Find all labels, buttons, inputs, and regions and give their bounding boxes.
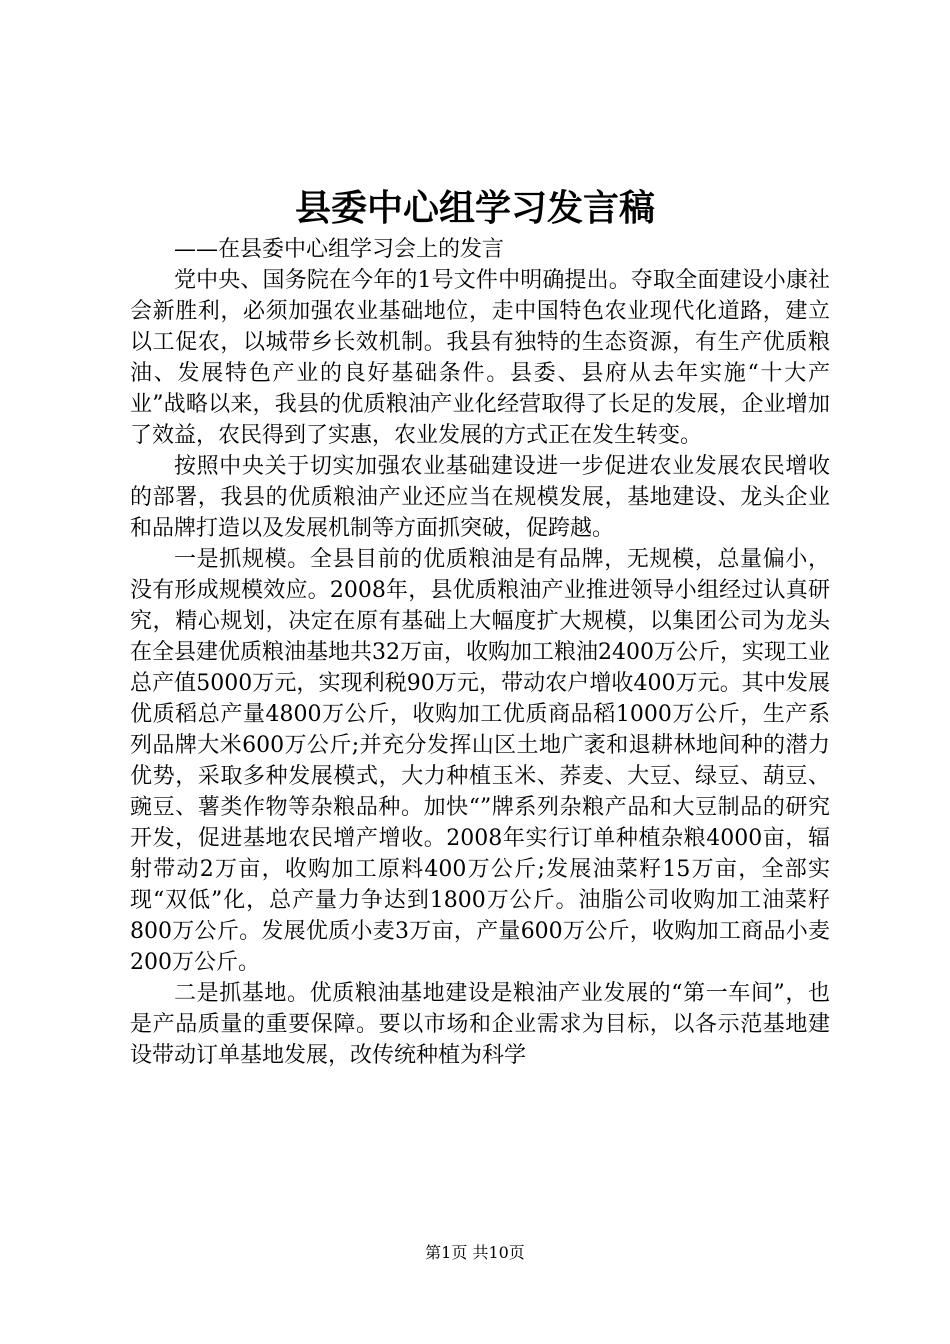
page-number-footer: 第1页 共10页 [425, 1243, 525, 1262]
document-title: 县委中心组学习发言稿 [294, 188, 655, 229]
paragraph-scale: 一是抓规模。全县目前的优质粮油是有品牌，无规模，总量偏小，没有形成规模效应。2008年，县优质粮油产业推进领导小组经过认真研究，精心规划，决定在原有基础上大幅度扩大规模，以集团公司为龙头在全县建优质粮油基地共32万亩，收购加工粮油2400万公斤，实现工业总产值5000万元，实现利税90万元，带动农户增收400万元。其中发展优质稻总产量4800万公斤，收购加工优质商品稻1000万公斤，生产系列品牌大米600万公斤;并充分发挥山区土地广袤和退耕林地间种的潜力优势，采取多种发展模式，大力种植玉米、荞麦、大豆、绿豆、葫豆、豌豆、薯类作物等杂粮品种。加快“”牌系列杂粮产品和大豆制品的研究开发，促进基地农民增产增收。2008年实行订单种植杂粮4000亩，辐射带动2万亩，收购加工原料400万公斤;发展油菜籽15万亩，全部实现“双低”化，总产量力争达到1800万公斤。油脂公司收购加工油菜籽800万公斤。发展优质小麦3万亩，产量600万公斤，收购加工商品小麦200万公斤。 [130, 547, 830, 975]
paragraph-base: 二是抓基地。优质粮油基地建设是粮油产业发展的“第一车间”，也是产品质量的重要保障。要以市场和企业需求为目标，以各示范基地建设带动订单基地发展，改传统种植为科学 [130, 981, 830, 1068]
paragraph-deployment: 按照中央关于切实加强农业基础建设进一步促进农业发展农民增收的部署，我县的优质粮油产业还应当在规模发展，基地建设、龙头企业和品牌打造以及发展机制等方面抓突破，促跨越。 [130, 454, 830, 541]
paragraph-intro: 党中央、国务院在今年的1号文件中明确提出。夺取全面建设小康社会新胜利，必须加强农业基础地位，走中国特色农业现代化道路，建立以工促农，以城带乡长效机制。我县有独特的生态资源，有生产优质粮油、发展特色产业的良好基础条件。县委、县府从去年实施“十大产业”战略以来，我县的优质粮油产业化经营取得了长足的发展，企业增加了效益，农民得到了实惠，农业发展的方式正在发生转变。 [130, 268, 830, 448]
document-body [130, 234, 830, 1071]
document-subtitle: ——在县委中心组学习会上的发言 [174, 237, 505, 262]
